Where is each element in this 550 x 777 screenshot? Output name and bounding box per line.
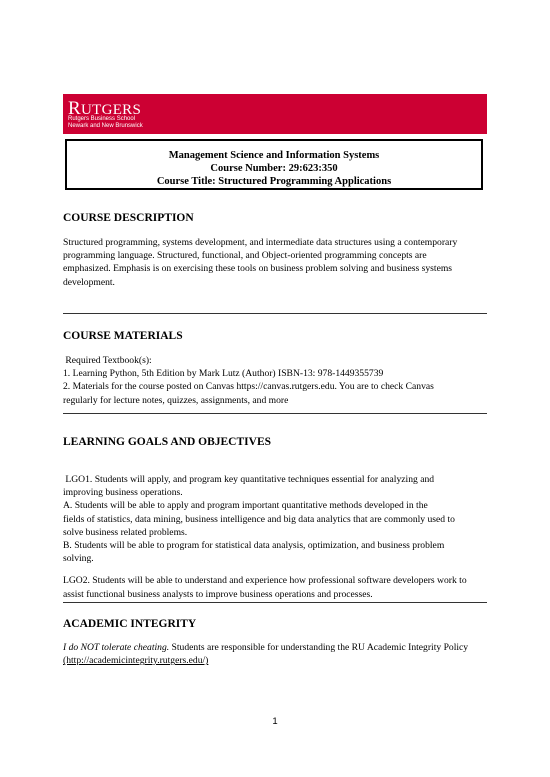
academic-integrity-heading: ACADEMIC INTEGRITY	[63, 618, 197, 630]
banner-school-line: Rutgers Business School	[68, 116, 136, 122]
text-line: 2. Materials for the course posted on Canvas https://canvas.rutgers.edu. You are to check Canvas	[63, 381, 434, 393]
text-line: improving business operations.	[63, 487, 183, 499]
course-number: Course Number: 29:623:350	[210, 163, 338, 174]
course-title: Course Title: Structured Programming Applications	[156, 176, 392, 187]
section-divider	[63, 413, 487, 414]
text-line: A. Students will be able to apply and program important quantitative methods developed in the	[63, 500, 428, 512]
learning-goals-text	[63, 473, 485, 601]
blank-line	[63, 565, 485, 574]
text-line: 1. Learning Python, 5th Edition by Mark Lutz (Author) ISBN-13: 978-1449355739	[63, 368, 384, 380]
section-divider	[63, 602, 487, 603]
learning-goals-heading: LEARNING GOALS AND OBJECTIVES	[63, 436, 272, 448]
integrity-text: Students are responsible for understanding the RU Academic Integrity Policy	[169, 642, 469, 653]
text-line: programming language. Structured, functional, and Object-oriented programming concepts are	[63, 250, 427, 262]
text-line: LGO2. Students will be able to understand and experience how professional software developers work to	[63, 575, 467, 587]
text-line: solve business related problems.	[63, 526, 188, 538]
page-number: 1	[272, 716, 278, 727]
text-line: development.	[63, 276, 115, 288]
academic-integrity-text	[63, 641, 485, 667]
text-line: regularly for lecture notes, quizzes, assignments, and more	[63, 394, 289, 406]
rutgers-logo: RUTGERS	[68, 98, 142, 119]
banner-campus-line: Newark and New Brunswick	[68, 123, 143, 129]
course-materials-text	[63, 354, 485, 407]
text-line: Structured programming, systems development, and intermediate data structures using a contemporary	[63, 237, 458, 248]
text-line: B. Students will be able to program for statistical data analysis, optimization, and business problem	[63, 540, 445, 552]
text-line: LGO1. Students will apply, and program key quantitative techniques essential for analyzing and	[63, 474, 435, 485]
department-title: Management Science and Information Systems	[168, 150, 380, 161]
course-description-heading: COURSE DESCRIPTION	[63, 212, 194, 224]
integrity-lead: I do NOT tolerate cheating.	[63, 642, 170, 653]
academic-integrity-link[interactable]: (http://academicintegrity.rutgers.edu/)	[63, 655, 209, 667]
text-line: Required Textbook(s):	[63, 355, 152, 366]
text-line: fields of statistics, data mining, business intelligence and big data analytics that are commonly used to	[63, 513, 455, 525]
text-line: assist functional business analysts to improve business operations and processes.	[63, 588, 373, 600]
course-title-box	[65, 139, 483, 190]
rutgers-banner	[63, 94, 487, 134]
section-divider	[63, 313, 487, 314]
course-materials-heading: COURSE MATERIALS	[63, 330, 183, 342]
text-line: emphasized. Emphasis is on exercising these tools on business problem solving and business systems	[63, 263, 453, 275]
course-description-text	[63, 236, 485, 289]
text-line: solving.	[63, 553, 94, 565]
